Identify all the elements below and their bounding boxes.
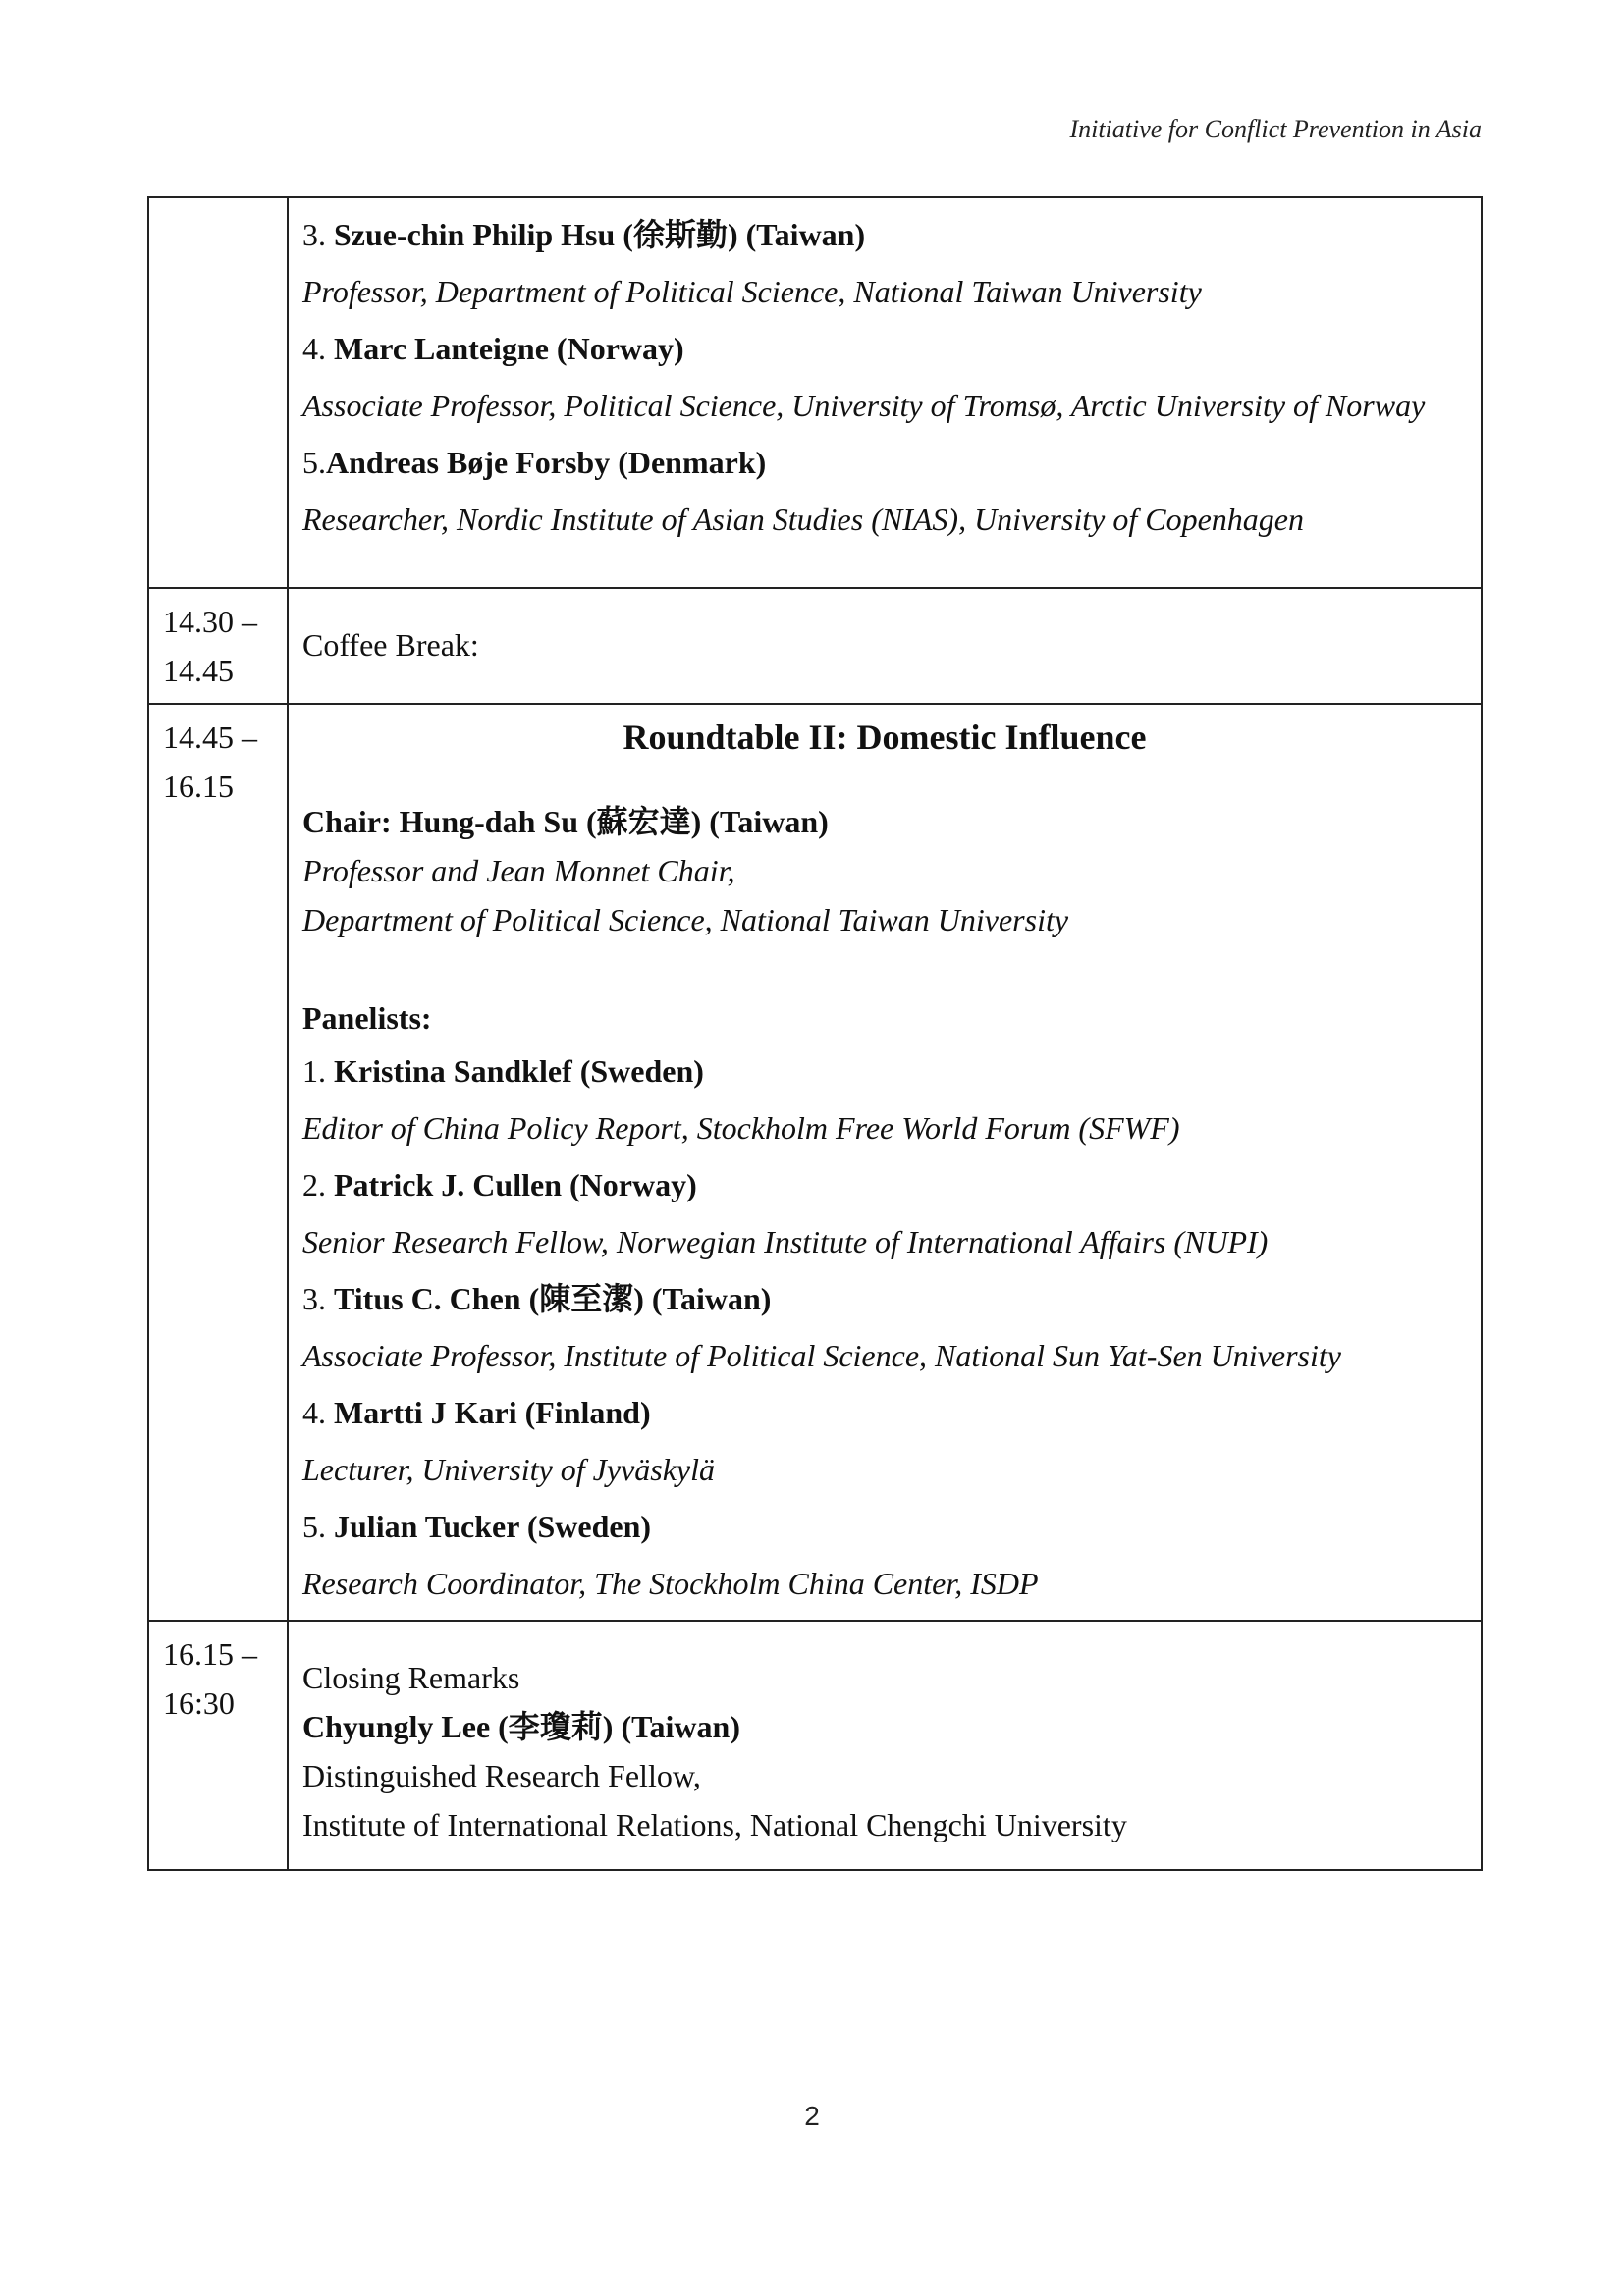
coffee-break-text: Coffee Break: [302,627,479,663]
closing-speaker-title: Distinguished Research Fellow, [302,1758,701,1793]
time-start: 16.15 – [163,1636,257,1672]
panelist-affiliation: Associate Professor, Institute of Political Science, National Sun Yat-Sen University [302,1338,1341,1373]
panelist-name: 5. Julian Tucker (Sweden) [302,1509,652,1544]
table-row [148,588,1482,704]
panelist-name: 3. Szue-chin Philip Hsu (徐斯勤) (Taiwan) [302,217,866,252]
coffee-break-cell [288,588,1482,704]
agenda-table [147,196,1483,1871]
panelists-label: Panelists: [302,1000,432,1036]
chair-affiliation: Department of Political Science, National Taiwan University [302,902,1069,937]
panelist-affiliation: Lecturer, University of Jyväskylä [302,1452,716,1487]
chair-affiliation: Professor and Jean Monnet Chair, [302,853,735,888]
time-end: 16:30 [163,1685,235,1721]
panelist-affiliation: Professor, Department of Political Science, National Taiwan University [302,274,1202,309]
panelist-affiliation: Research Coordinator, The Stockholm China Center, ISDP [302,1566,1039,1601]
time-end: 16.15 [163,769,234,804]
panelists-continuation-cell [288,197,1482,588]
closing-label: Closing Remarks [302,1660,520,1695]
roundtable-cell [288,704,1482,1621]
closing-speaker: Chyungly Lee (李瓊莉) (Taiwan) [302,1709,740,1744]
roundtable-title: Roundtable II: Domestic Influence [623,718,1147,757]
time-cell [148,1621,288,1870]
closing-speaker-institution: Institute of International Relations, National Chengchi University [302,1807,1127,1842]
time-cell [148,704,288,1621]
panelist-affiliation: Editor of China Policy Report, Stockholm Free World Forum (SFWF) [302,1110,1180,1146]
panelist-affiliation: Researcher, Nordic Institute of Asian Studies (NIAS), University of Copenhagen [302,502,1304,537]
panelist-name: 4. Marc Lanteigne (Norway) [302,331,684,366]
table-row [148,1621,1482,1870]
table-row [148,704,1482,1621]
time-end: 14.45 [163,653,234,688]
panelist-affiliation: Associate Professor, Political Science, University of Tromsø, Arctic University of Norway [302,388,1426,423]
page-number: 2 [804,2101,820,2131]
table-row [148,197,1482,588]
panelist-name: 2. Patrick J. Cullen (Norway) [302,1167,697,1202]
panelist-affiliation: Senior Research Fellow, Norwegian Institute of International Affairs (NUPI) [302,1224,1269,1259]
time-cell [148,588,288,704]
time-start: 14.30 – [163,604,257,639]
closing-remarks-cell [288,1621,1482,1870]
chair-name: Chair: Hung-dah Su (蘇宏達) (Taiwan) [302,804,829,839]
panelist-name: 3. Titus C. Chen (陳至潔) (Taiwan) [302,1281,772,1316]
panelist-name: 4. Martti J Kari (Finland) [302,1395,651,1430]
running-header: Initiative for Conflict Prevention in Asia [1069,115,1482,143]
panelist-name: 1. Kristina Sandklef (Sweden) [302,1053,704,1089]
time-cell-empty [148,197,288,588]
panelist-name: 5.Andreas Bøje Forsby (Denmark) [302,445,767,480]
time-start: 14.45 – [163,720,257,755]
